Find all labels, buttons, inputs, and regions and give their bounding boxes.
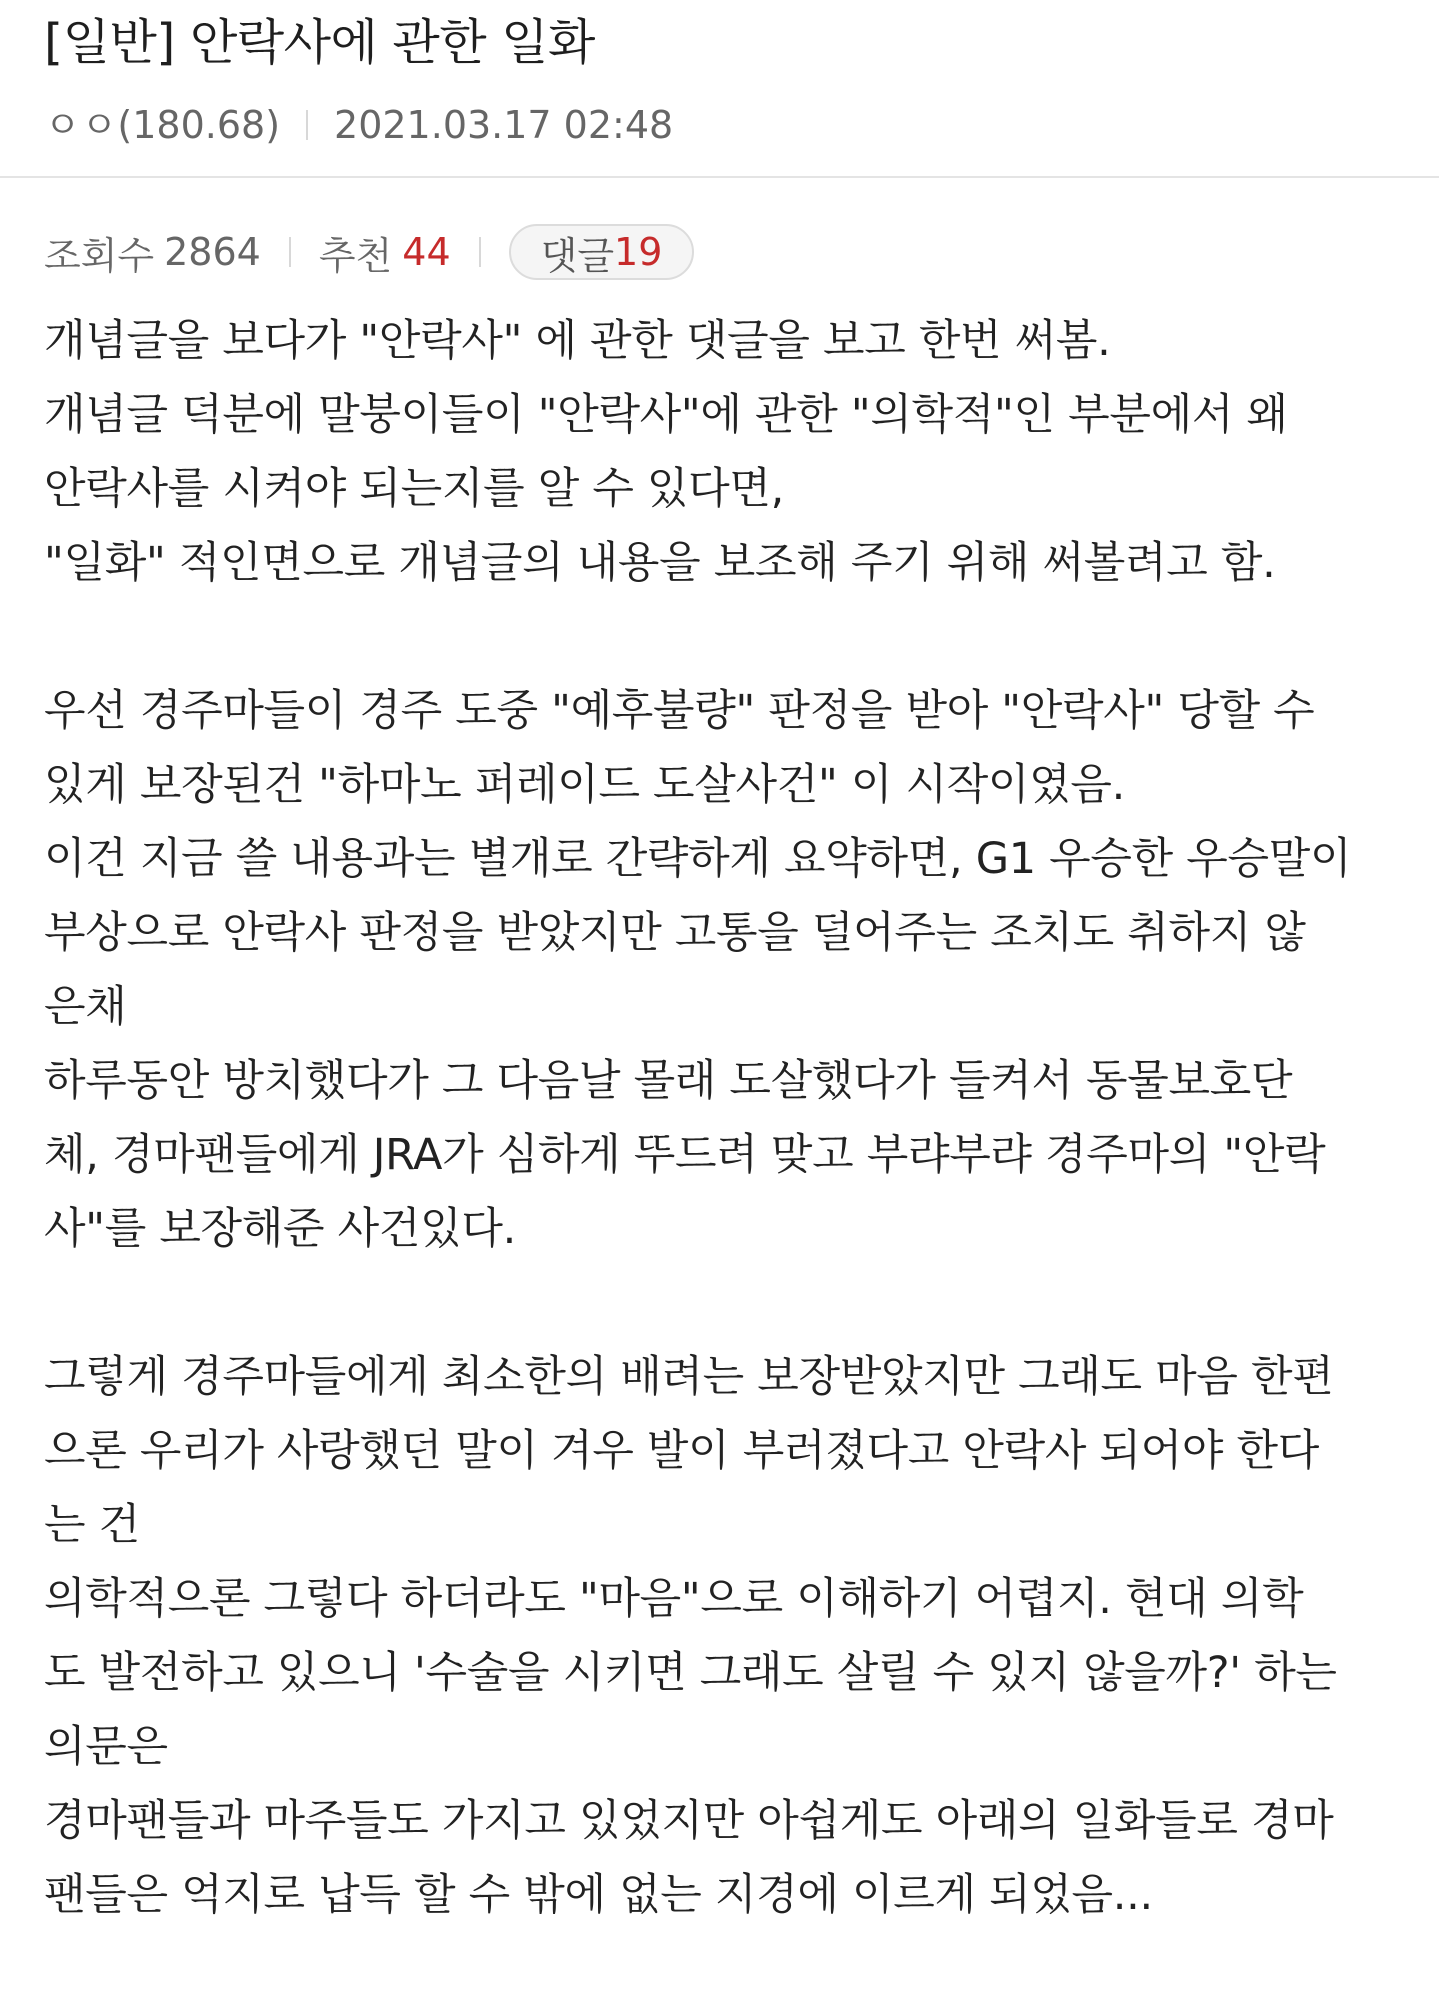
post-date: 2021.03.17 02:48	[334, 103, 674, 147]
recommend-count: 44	[402, 230, 451, 274]
body-line: 경마팬들과 마주들도 가지고 있었지만 아쉽게도 아래의 일화들로 경마	[44, 1796, 1334, 1846]
body-line: 체, 경마팬들에게 JRA가 심하게 뚜드려 맞고 부랴부랴 경주마의 "안락	[44, 1130, 1326, 1180]
paragraph-gap	[44, 600, 1395, 674]
body-line: 도 발전하고 있으니 '수술을 시키면 그래도 살릴 수 있지 않을까?' 하는	[44, 1648, 1337, 1698]
body-line: 의문은	[44, 1722, 168, 1772]
body-line: 그렇게 경주마들에게 최소한의 배려는 보장받았지만 그래도 마음 한편	[44, 1352, 1334, 1402]
body-line: 이건 지금 쓸 내용과는 별개로 간략하게 요약하면, G1 우승한 우승말이	[44, 834, 1352, 884]
post-meta	[44, 102, 1395, 148]
comments-button[interactable]	[509, 224, 695, 280]
author-name[interactable]: ㅇㅇ(180.68)	[44, 103, 281, 147]
meta-divider	[306, 110, 308, 140]
comments-count: 19	[614, 230, 663, 274]
body-line: 는 건	[44, 1500, 140, 1550]
recommend-label: 추천	[318, 233, 393, 278]
stats-divider	[289, 237, 291, 267]
comments-label: 댓글	[540, 233, 615, 278]
body-line: 우선 경주마들이 경주 도중 "예후불량" 판정을 받아 "안락사" 당할 수	[44, 686, 1315, 736]
views-label: 조회수	[44, 233, 155, 278]
body-line: 있게 보장된건 "하마노 퍼레이드 도살사건" 이 시작이였음.	[44, 760, 1126, 810]
body-line: 안락사를 시켜야 되는지를 알 수 있다면,	[44, 464, 785, 514]
body-line: 개념글 덕분에 말붕이들이 "안락사"에 관한 "의학적"인 부분에서 왜	[44, 390, 1288, 440]
body-line: 하루동안 방치했다가 그 다음날 몰래 도살했다가 들켜서 동물보호단	[44, 1056, 1293, 1106]
body-line: 팬들은 억지로 납득 할 수 밖에 없는 지경에 이르게 되었음...	[44, 1870, 1153, 1920]
stats-divider	[479, 237, 481, 267]
body-line: "일화" 적인면으로 개념글의 내용을 보조해 주기 위해 써볼려고 함.	[44, 538, 1276, 588]
post-body	[0, 304, 1439, 1932]
body-line: 부상으로 안락사 판정을 받았지만 고통을 덜어주는 조치도 취하지 않	[44, 908, 1306, 958]
body-line: 으론 우리가 사랑했던 말이 겨우 발이 부러졌다고 안락사 되어야 한다	[44, 1426, 1319, 1476]
views-count: 2864	[164, 230, 261, 274]
body-line: 의학적으론 그렇다 하더라도 "마음"으로 이해하기 어렵지. 현대 의학	[44, 1574, 1304, 1624]
post-header	[0, 0, 1439, 178]
post-stats	[0, 222, 1439, 282]
body-line: 사"를 보장해준 사건있다.	[44, 1204, 516, 1254]
body-line: 은채	[44, 982, 127, 1032]
body-line: 개념글을 보다가 "안락사" 에 관한 댓글을 보고 한번 써봄.	[44, 316, 1111, 366]
post-title: [일반] 안락사에 관한 일화	[44, 14, 595, 71]
paragraph-gap	[44, 1266, 1395, 1340]
